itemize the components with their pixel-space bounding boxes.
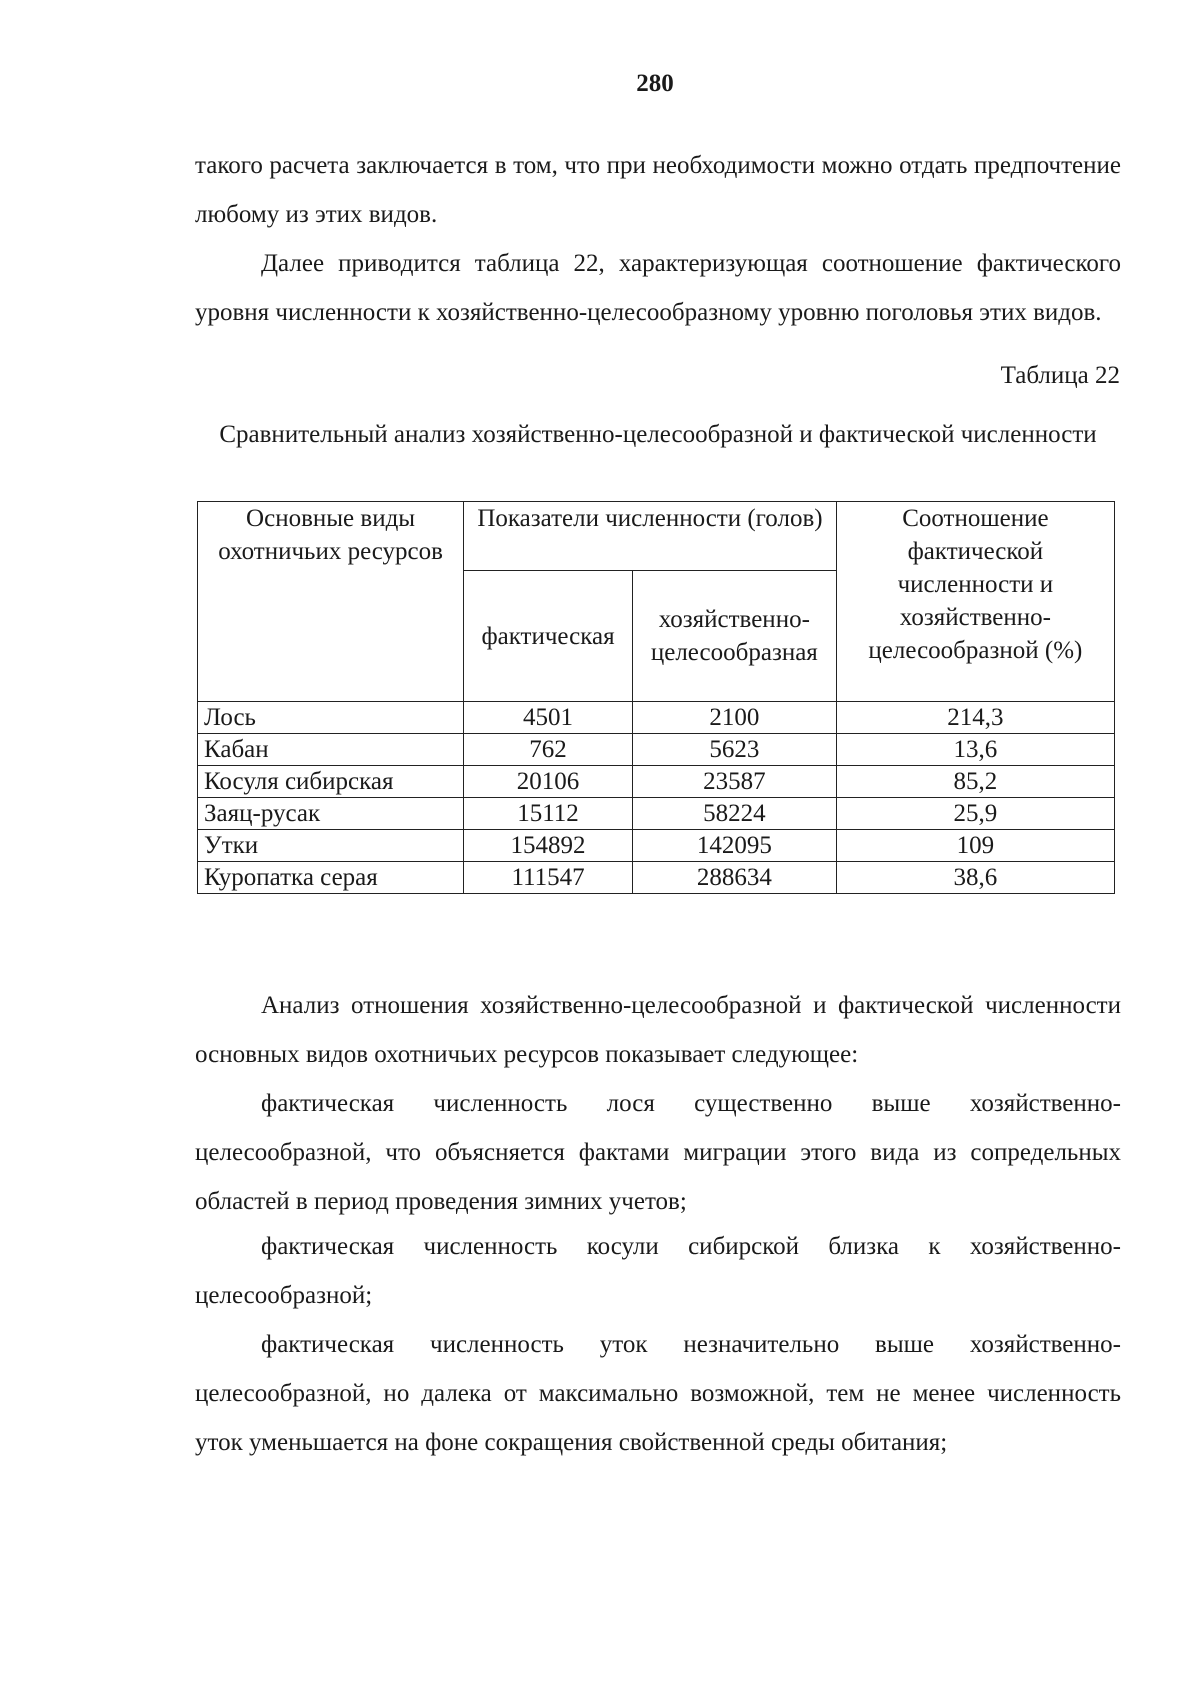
header-target: хозяйственно-целесообразная [632, 571, 836, 702]
cell-actual: 15112 [464, 798, 633, 830]
cell-actual: 4501 [464, 702, 633, 734]
cell-ratio: 38,6 [836, 862, 1114, 894]
cell-target: 58224 [632, 798, 836, 830]
cell-actual: 111547 [464, 862, 633, 894]
paragraph: фактическая численность косули сибирской близка к хозяйственно-целесообразной; [195, 1233, 1121, 1309]
cell-species: Заяц-русак [198, 798, 464, 830]
table-row [198, 734, 1115, 766]
cell-species: Куропатка серая [198, 862, 464, 894]
page-number: 280 [636, 70, 674, 97]
cell-target: 2100 [632, 702, 836, 734]
table-row [198, 830, 1115, 862]
cell-actual: 762 [464, 734, 633, 766]
paragraph: фактическая численность уток незначительно выше хозяйственно-целесообразной, но далека от максимально возможной, тем не менее численность уток уменьшается на фоне сокращения свойственной среды обитания; [195, 1331, 1121, 1456]
table-row [198, 766, 1115, 798]
cell-species: Лось [198, 702, 464, 734]
data-table [197, 501, 1115, 894]
header-ratio: Соотношение фактической численности и хозяйственно-целесообразной (%) [836, 502, 1114, 702]
cell-species: Кабан [198, 734, 464, 766]
paragraph: фактическая численность лося существенно выше хозяйственно-целесообразной, что объясняется фактами миграции этого вида из сопредельных областей в период проведения зимних учетов; [195, 1090, 1121, 1215]
table-row [198, 702, 1115, 734]
table-row [198, 798, 1115, 830]
table-row [198, 862, 1115, 894]
cell-target: 288634 [632, 862, 836, 894]
paragraph: Анализ отношения хозяйственно-целесообразной и фактической численности основных видов охотничьих ресурсов показывает следующее: [195, 992, 1121, 1068]
cell-actual: 20106 [464, 766, 633, 798]
cell-species: Утки [198, 830, 464, 862]
cell-target: 142095 [632, 830, 836, 862]
paragraph: такого расчета заключается в том, что при необходимости можно отдать предпочтение любому из этих видов. [195, 152, 1121, 228]
cell-target: 5623 [632, 734, 836, 766]
header-species: Основные виды охотничьих ресурсов [198, 502, 464, 702]
cell-species: Косуля сибирская [198, 766, 464, 798]
cell-target: 23587 [632, 766, 836, 798]
table-label: Таблица 22 [1000, 362, 1120, 389]
cell-ratio: 109 [836, 830, 1114, 862]
header-actual: фактическая [464, 571, 633, 702]
cell-actual: 154892 [464, 830, 633, 862]
table-caption: Сравнительный анализ хозяйственно-целесообразной и фактической численности [219, 421, 1097, 448]
paragraph: Далее приводится таблица 22, характеризующая соотношение фактического уровня численности к хозяйственно-целесообразному уровню поголовья этих видов. [195, 250, 1121, 326]
header-indicators: Показатели численности (голов) [464, 502, 837, 571]
cell-ratio: 25,9 [836, 798, 1114, 830]
cell-ratio: 214,3 [836, 702, 1114, 734]
cell-ratio: 13,6 [836, 734, 1114, 766]
cell-ratio: 85,2 [836, 766, 1114, 798]
